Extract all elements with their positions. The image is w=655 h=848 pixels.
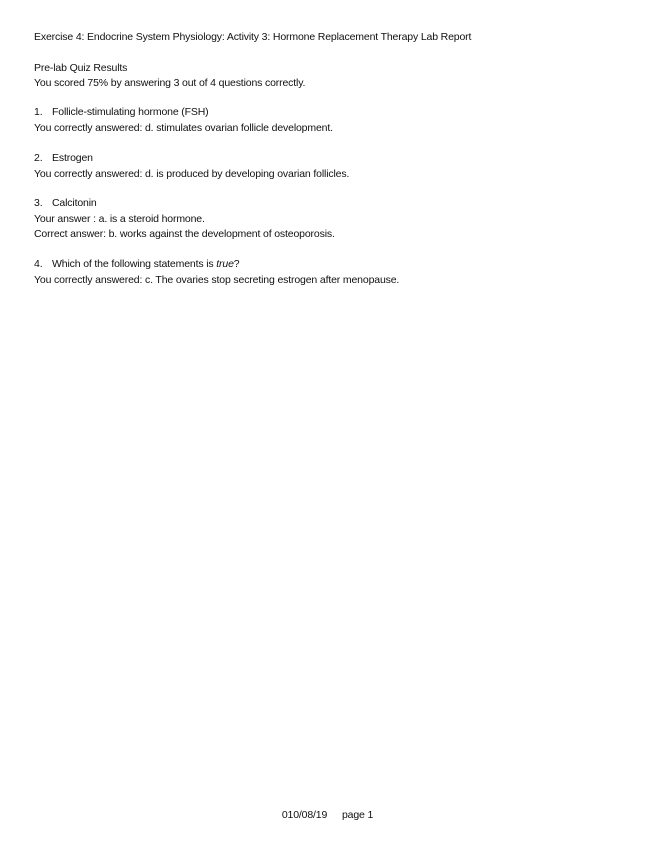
correct-answer-line: Correct answer: b. works against the development of osteoporosis. bbox=[34, 228, 335, 240]
question-title bbox=[34, 151, 349, 167]
your-answer-line: Your answer : a. is a steroid hormone. bbox=[34, 212, 205, 225]
question-text: Estrogen bbox=[52, 152, 93, 164]
question-text: Follicle-stimulating hormone (FSH) bbox=[52, 106, 209, 118]
question-number: 2. bbox=[34, 152, 43, 164]
question-number: 4. bbox=[34, 258, 43, 270]
footer-date: 010/08/19 bbox=[281, 809, 328, 821]
quiz-heading: Pre-lab Quiz Results bbox=[34, 62, 128, 74]
footer-page-number: page 1 bbox=[341, 809, 374, 821]
question-number: 1. bbox=[34, 106, 43, 118]
question-title bbox=[34, 105, 333, 121]
answer-line: You correctly answered: d. stimulates ovarian follicle development. bbox=[34, 121, 333, 134]
page-footer bbox=[0, 809, 655, 821]
question-text-suffix: ? bbox=[233, 258, 240, 270]
quiz-question-4 bbox=[34, 257, 399, 288]
quiz-question-2 bbox=[34, 151, 349, 182]
report-title: Exercise 4: Endocrine System Physiology: Activity 3: Hormone Replacement Therapy Lab Report bbox=[34, 31, 472, 43]
question-text-prefix: Which of the following statements is bbox=[52, 258, 217, 270]
quiz-question-3 bbox=[34, 196, 335, 243]
question-title bbox=[34, 257, 399, 273]
question-number: 3. bbox=[34, 197, 43, 209]
quiz-score: You scored 75% by answering 3 out of 4 questions correctly. bbox=[34, 77, 306, 89]
quiz-question-1 bbox=[34, 105, 333, 136]
question-text: Calcitonin bbox=[52, 197, 97, 209]
question-text-emphasis: true bbox=[216, 258, 234, 270]
answer-line: You correctly answered: c. The ovaries stop secreting estrogen after menopause. bbox=[34, 273, 400, 286]
answer-line: You correctly answered: d. is produced by developing ovarian follicles. bbox=[34, 167, 350, 180]
question-title bbox=[34, 196, 335, 212]
